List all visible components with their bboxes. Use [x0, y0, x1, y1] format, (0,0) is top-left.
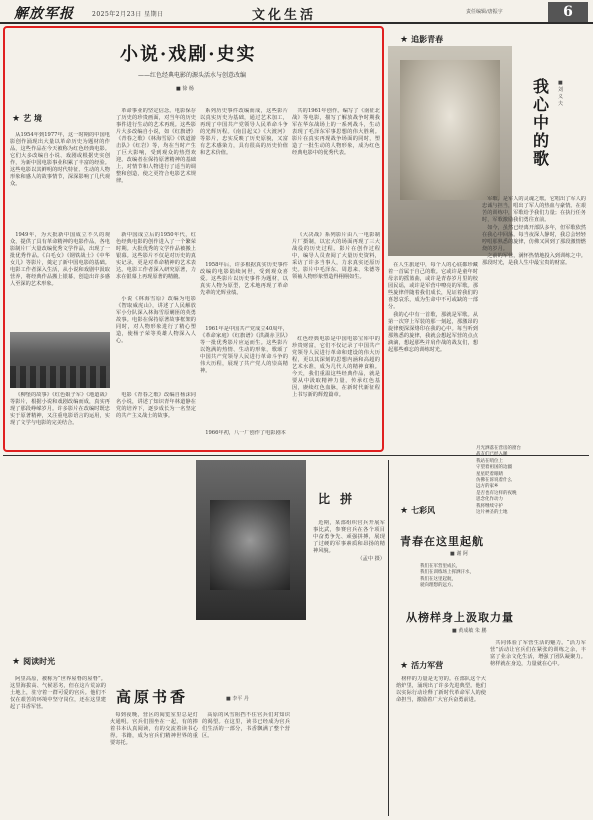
- right-article-col3: 军歌，是军人的灵魂之歌。它唱出了军人的忠诚与担当，唱出了军人的热血与豪情。在艰苦的训练中，军歌给予我们力量；在执行任务时，军歌激励我们勇往直前。 如今，虽然已经离开部队多年，但军歌依然在我心中回荡。每当夜深人静时，我总会轻轻哼唱那熟悉的旋律，仿佛又回到了那段激情燃烧的岁月。 之前的军营，满怀热情地投入到训练之中。那段时光，是我人生中最宝贵的财富。: [482, 196, 586, 266]
- role-model-title: 从榜样身上汲取力量: [406, 611, 514, 624]
- main-article-col1b: 1949年，为大批新中国成立不久的观众，提供了具有革命精神的电影作品，各电影制片厂大量改编优秀文学作品，出现了一批优秀作品。《白毛女》《钢铁战士》《中华女儿》等影片，奠定了新中国电影的基础。电影工作者深入生活，从小说和戏剧中汲取营养，将经典作品搬上银幕，创造出许多感人至深的艺术形象。: [10, 232, 110, 287]
- competition-caption: 近期，某部组织官兵开展军事比武，参赛官兵在各个项目中奋勇争先、顽强拼搏，展现了过硬的军事素质和昂扬的精神风貌。 （孟中 摄）: [313, 520, 385, 562]
- main-article-col4c: 红色经典电影是中国电影宝库中的珍贵财富，它们不仅记录了中国共产党领导人民进行革命和建设的伟大历程，更以其深刻的思想内涵和高超的艺术水准，成为几代人的精神食粮。今天，我们重温这些经典作品，就是要从中汲取精神力量，传承红色基因，赓续红色血脉，在新时代新征程上书写新的辉煌篇章。: [292, 336, 380, 398]
- section-tag-zhuiying: [400, 34, 443, 45]
- section-tag-label: 七彩风: [411, 505, 436, 515]
- role-model-byline: ■ 黄成敏 朱 鹏: [452, 628, 487, 634]
- right-article-author: ■ 刘义夫: [558, 80, 564, 107]
- column-divider: [388, 460, 389, 816]
- main-article-col2: 革命事业的坚定信念。电影保存了历史的珍贵画面，对当年的历史事件进行生动的艺术再现。这些影片大多改编自小说，如《红旗谱》《青春之歌》《林海雪原》《铁道游击队》《红岩》等，均在当时产生了巨大影响，受到观众的热烈欢迎。改编者在保持原著精神的基础上，对情节和人物进行了适当的调整和创造，使之更符合电影艺术规律。: [116, 108, 196, 184]
- poem-block: 月光洒落在营房的窗台 战友们已经入睡 我站在哨位上 守望着祖国的边疆 星星眨着眼睛 仿佛在诉说着什么 远方的家乡 是否也有这样的夜晚 思念化作动力 我将继续守护 这片神圣的土地: [476, 446, 521, 516]
- star-icon: ★: [400, 34, 409, 45]
- main-article-col2d: 电影《青春之歌》改编自杨沫同名小说，讲述了知识青年林道静在党的培养下，逐步成长为一名坚定的共产主义战士的故事。: [116, 392, 196, 419]
- main-article-col3d: 1966年初，八一厂创作了电影剧本: [205, 430, 286, 436]
- youth-poem-text: 我们在军营里成长， 我们在训练场上挥洒汗水， 我们在这里起航， 驶向理想的远方。: [420, 564, 474, 589]
- section-tag-qicaifeng: [400, 505, 435, 516]
- main-article-subtitle: ——红色经典电影的源头活水与创意改编: [138, 72, 247, 79]
- youth-poem-title: 青春在这里起航: [400, 535, 484, 548]
- main-article-title: 小说·戏剧·史实: [120, 44, 257, 65]
- main-article-col3b: 1958年后，许多根据真实历史事件改编的电影陆续问世，受到观众喜爱。这些影片以历史事件为题材，以真实人物为原型，艺术地再现了革命先辈的光辉业绩。: [200, 262, 288, 296]
- main-article-col3: 系列历史事件改编而成，这些影片以真实历史为基础，通过艺术加工，再现了中国共产党领导人民革命斗争的光辉历程。《南昌起义》《大渡河》等影片，忠实反映了历史原貌，又富有艺术感染力，具有很高的历史价值和艺术价值。: [200, 108, 288, 156]
- soldiers-photo: [10, 332, 110, 388]
- issue-date: 2025年2月23日 星期日: [92, 11, 164, 18]
- section-tag-huoli: [400, 660, 443, 671]
- main-article-col4: 共的1961年创作。编写了《南征北战》等电影，描写了解放战争时期我军在华东战场上的一系列战斗，生动表现了毛泽东军事思想的伟大胜利。影片在真实再现战争场面的同时，塑造了一批生动的人物形象，成为红色经典电影中的优秀代表。: [292, 108, 380, 156]
- section-title: 文化生活: [252, 8, 317, 23]
- star-icon: ★: [400, 660, 409, 671]
- competition-title: 比 拼: [318, 492, 356, 506]
- section-tag-label: 阅读时光: [23, 656, 56, 666]
- plateau-books-byline: ■ 李平 丹: [226, 696, 249, 702]
- main-article-col2c: 小说《林海雪原》改编为电影《智取威虎山》，讲述了人民解放军小分队深入林海雪原剿匪的英勇故事。电影在保持原著故事框架的同时，对人物形象进行了精心塑造，使杨子荣等英雄人物深入人心。: [116, 296, 196, 344]
- main-article-col4b: 《大决战》系列影片由八一电影制片厂摄制，以宏大的场面再现了三大战役的历史过程。影片在创作过程中，编导人员查阅了大量历史资料，采访了许多当事人，力求真实还原历史。影片中毛泽东、周恩来、朱德等领袖人物形象塑造得栩栩如生。: [292, 232, 380, 280]
- section-tag-yuedu: [12, 656, 55, 667]
- plateau-books-col2: 每到夜晚，营区的阅览室里总是灯火通明。官兵们围坐在一起，有的捧着书本认真阅读，有的交流着读书心得。书籍，成为官兵们精神世界的重要寄托。: [110, 712, 198, 746]
- role-model-col2: 共同体验了军营生活的魅力。“活力军营”活动让官兵们在紧张的训练之余，丰富了业余文化生活，增强了团队凝聚力。榜样就在身边，力量就在心中。: [490, 640, 586, 667]
- newspaper-logo: 解放军报: [14, 6, 74, 22]
- section-tag-label: 活力军营: [411, 660, 444, 670]
- main-article-byline: ■ 徐 杨: [176, 86, 194, 92]
- main-article-col1: 从1954年到1977年，这一时期的中国电影创作涌现出大量以革命历史为题材的作品，这些作品在今天被称为红色经典电影。它们大多改编自小说、戏剧或根据史实创作，为新中国电影事业积累了丰富的经验。这些电影以其鲜明的时代特征、生动的人物形象和感人的故事情节，深深影响了几代观众。: [10, 132, 110, 187]
- page-number: 6: [548, 2, 588, 22]
- plateau-books-col1: 阿里高原，被称为“世界屋脊的屋脊”。这里海拔高、气候恶劣，但在这片荒凉的土地上，驻守着一群可爱的官兵。他们不仅在艰苦的环境中坚守岗位，还在这里建起了书香军营。: [10, 676, 106, 710]
- main-article-col1c: 《柳堡的故事》《红色娘子军》《地道战》等影片，根据小说和戏剧改编而成，真实再现了那段峥嵘岁月。许多影片在改编时既忠实于原著精神，又注重电影语言的运用，实现了文学与电影的完美结合。: [10, 392, 110, 426]
- section-tag-label: 艺 境: [23, 113, 42, 123]
- star-icon: ★: [12, 113, 21, 124]
- role-model-col1: 榜样的力量是无穷的。在部队这个大熔炉里，涌现出了许多先进典型。他们以实际行动诠释了新时代革命军人的使命担当，激励着广大官兵奋勇前进。: [396, 676, 486, 703]
- youth-poem-byline: ■ 谢 阿: [450, 551, 468, 557]
- right-article-col2: 在人生旅途中，每个人的心底都珍藏着一首属于自己的歌。它或许是童年时母亲的摇篮曲，或许是青春岁月里的校园民谣，或许是军营中嘹亮的军歌。那些旋律伴随着我们成长，见证着我们的喜怒哀乐，成为生命中不可或缺的一部分。 我的心中有一首歌，那就是军歌。从第一次穿上军装的那一刻起，那激昂的旋律便深深烙印在我的心中。每当听到那熟悉的旋律，我就会想起军营的点点滴滴，想起那些并肩作战的战友们，想起那些难忘的训练时光。: [388, 262, 478, 353]
- plateau-books-title: 高原书香: [116, 688, 189, 706]
- star-icon: ★: [12, 656, 21, 667]
- main-article-col2b: 新中国成立后的1950年代，红色经典电影的创作进入了一个繁荣时期。大批优秀的文学作品被搬上银幕。这些影片不仅是对历史的真实记录，更是对革命精神的艺术表达。电影工作者深入研究原著，力求在银幕上再现原著的精髓。: [116, 232, 196, 280]
- competition-photo-figure: [210, 500, 290, 590]
- section-tag-label: 追影青春: [411, 34, 444, 44]
- right-article-title: 我心中的歌: [532, 77, 549, 168]
- section-tag-yijing: [12, 113, 42, 124]
- plateau-books-col3: 高原的风雪阻挡不住官兵们对知识的渴望。在这里，读书已经成为官兵们生活的一部分，书香飘满了整个营区。: [202, 712, 290, 739]
- star-icon: ★: [400, 505, 409, 516]
- main-article-col3c: 1961年是中国共产党成立40周年，《革命家庭》《红旗谱》《洪湖赤卫队》等一批优秀影片应运而生。这些影片以饱满的热情、生动的形象，歌颂了中国共产党领导人民进行革命斗争的伟大历程，展现了共产党人的崇高精神。: [200, 326, 288, 374]
- editor-credit: 责任编辑/唐振宇: [466, 9, 503, 15]
